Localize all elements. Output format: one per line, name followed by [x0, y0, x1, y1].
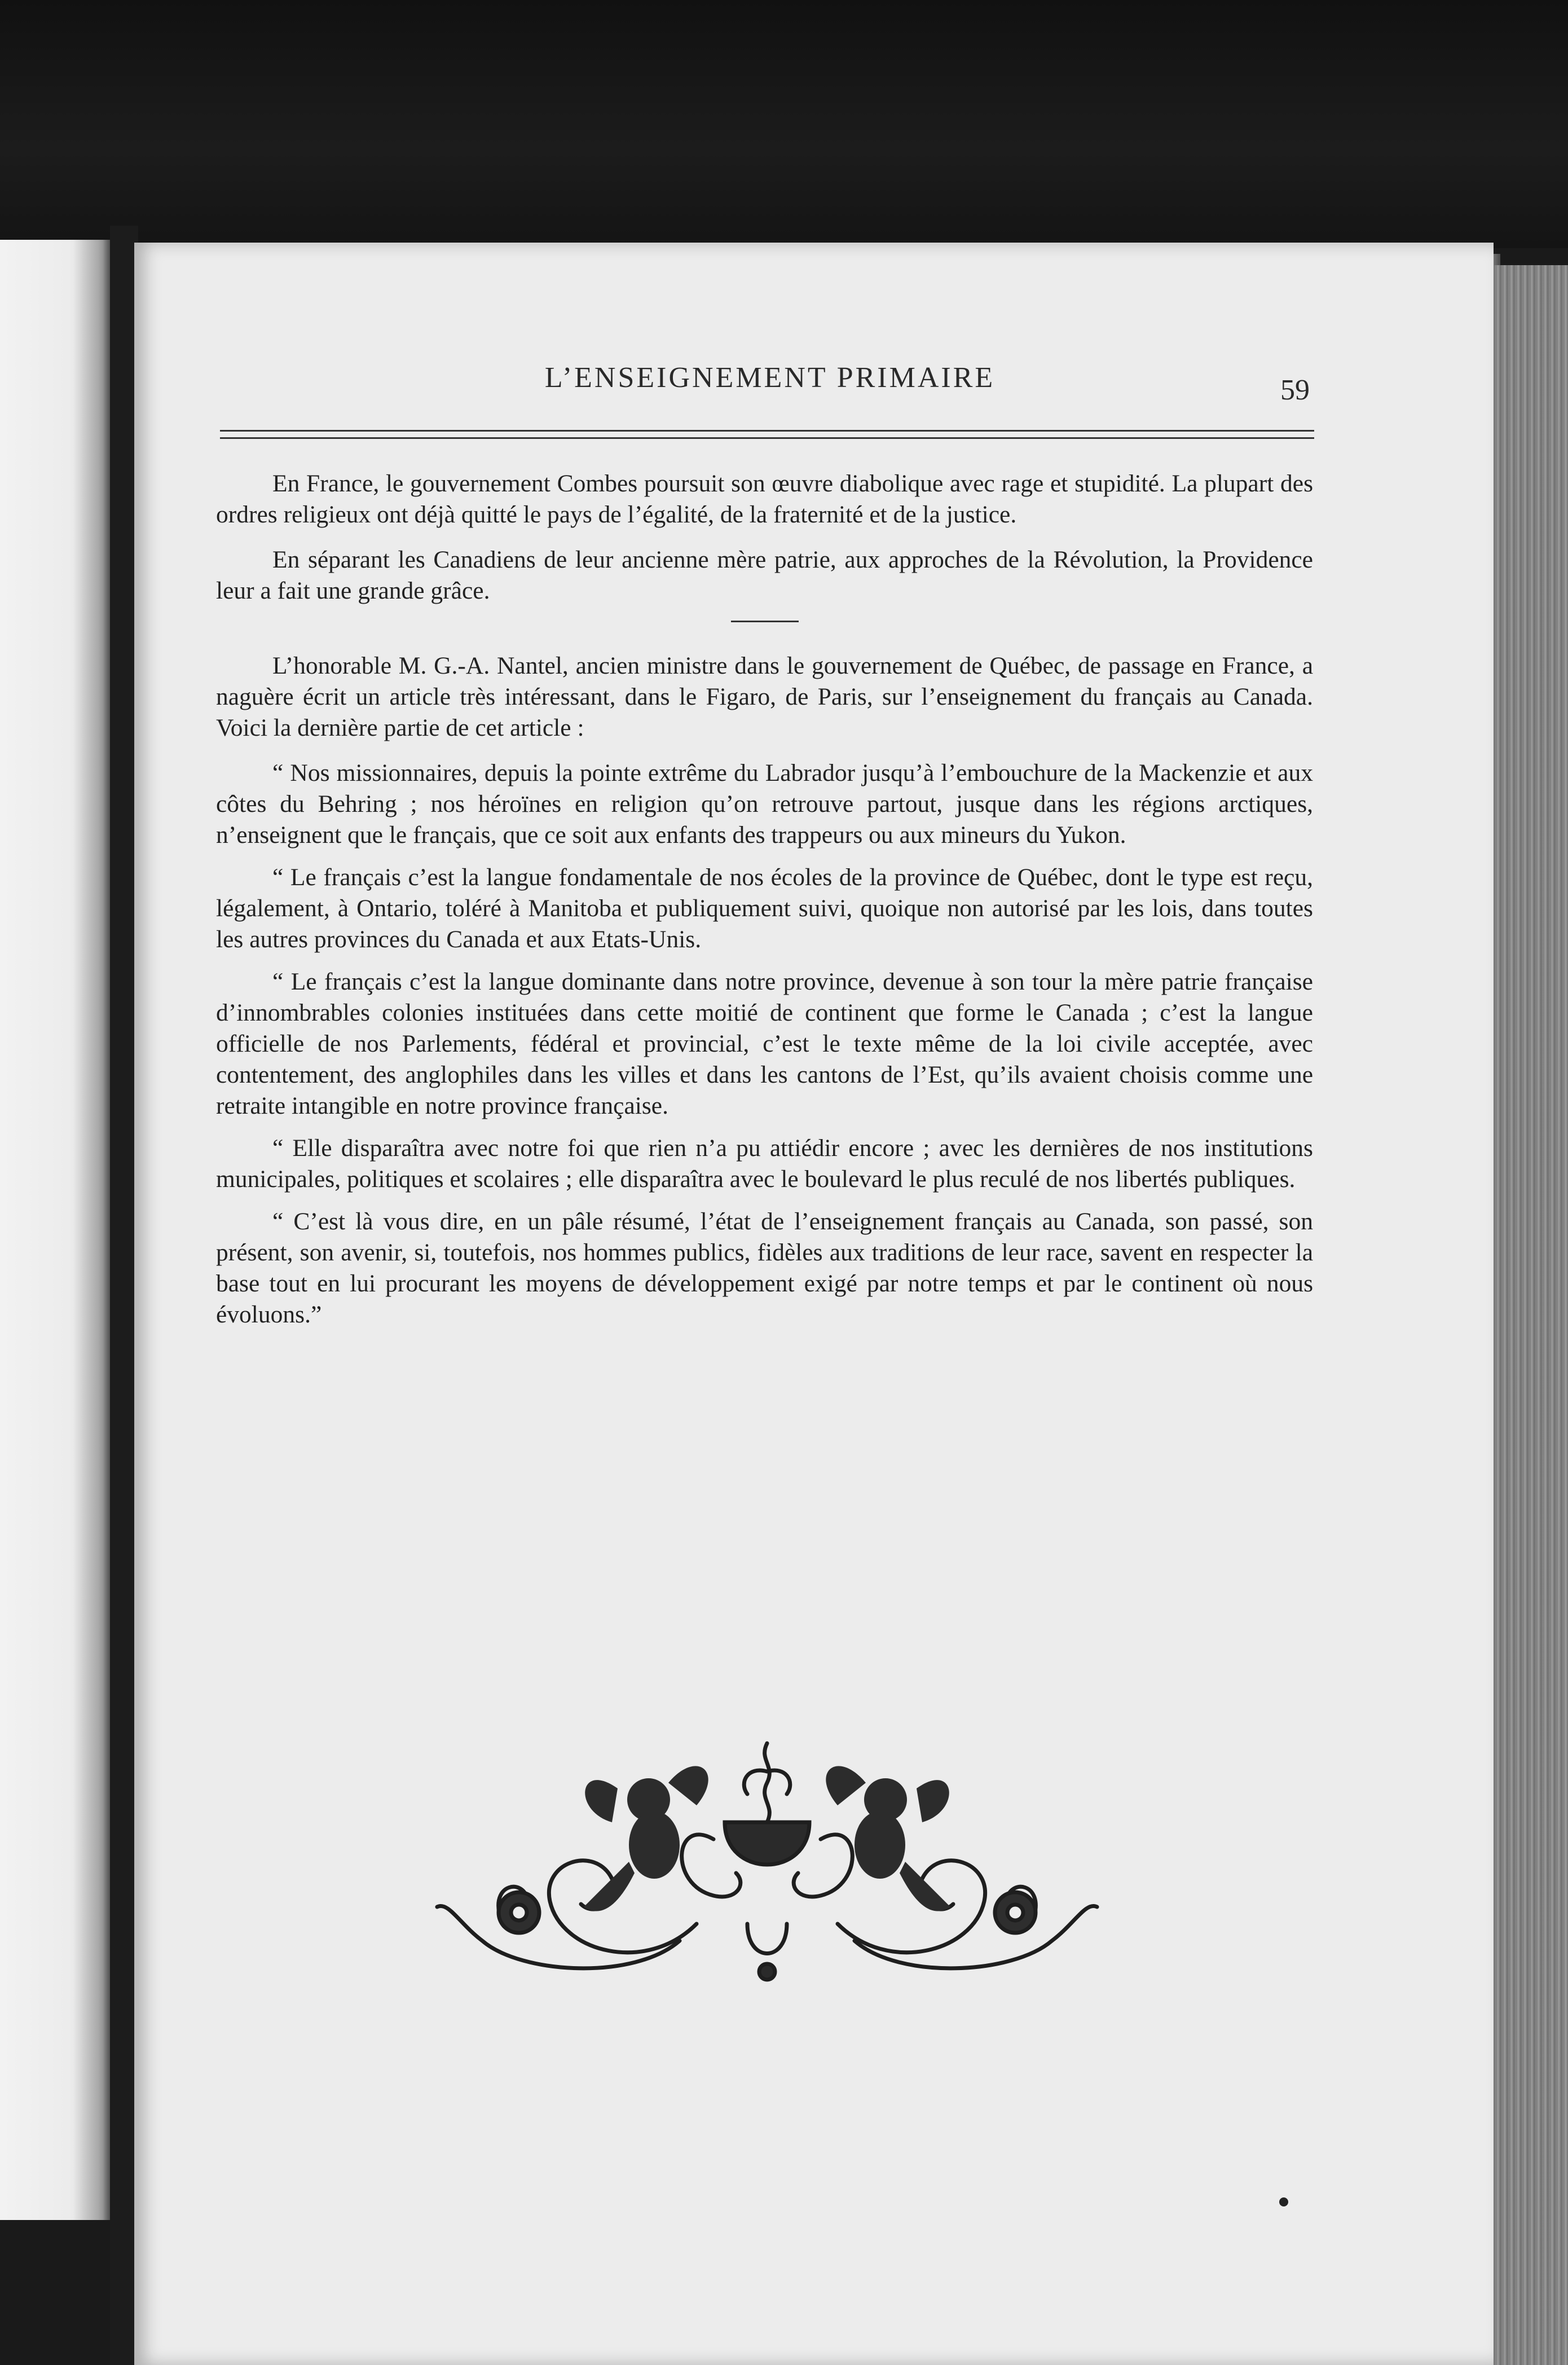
quote-paragraph-1-text: “ Nos missionnaires, depuis la pointe extrême du Labrador jusqu’à l’embouchure de la Mackenzie et aux côtes du Behring ; nos héroïnes en religion qu’on retrouve partout, jusque dans les régions arctiques, n’enseignent que le français, que ce soit aux enfants des trappeurs ou aux mineurs du Yukon. — [216, 759, 1313, 849]
body-text — [216, 468, 1313, 1342]
quote-paragraph-4 — [216, 1133, 1313, 1195]
previous-page-shadow — [73, 240, 116, 2220]
paragraph-3 — [216, 650, 1313, 744]
cherub-scroll-ornament-icon — [431, 1738, 1103, 1986]
paragraph-2 — [216, 544, 1313, 606]
quote-paragraph-5-text: “ C’est là vous dire, en un pâle résumé, l’état de l’enseignement français au Canada, son passé, son présent, son avenir, si, toutefois, nos hommes publics, fidèles aux traditions de leur race, savent en respecter la base tout en lui procurant les moyens de développement exigé par notre temps et par le continent où nous évoluons.” — [216, 1208, 1313, 1328]
quote-paragraph-3 — [216, 966, 1313, 1122]
page-header — [220, 361, 1320, 412]
page-number: 59 — [1280, 374, 1310, 406]
header-rule-bottom — [220, 437, 1314, 439]
quote-paragraph-2 — [216, 862, 1313, 955]
book-page-edges — [1489, 265, 1568, 2365]
paragraph-1-text: En France, le gouvernement Combes poursuit son œuvre diabolique avec rage et stupidité. La plupart des ordres religieux ont déjà quitté le pays de l’égalité, de la fraternité et de la justice. — [216, 470, 1313, 528]
section-divider — [731, 621, 799, 622]
paragraph-2-text: En séparant les Canadiens de leur ancienne mère patrie, aux approches de la Révolution, la Providence leur a fait une grande grâce. — [216, 546, 1313, 604]
paragraph-1 — [216, 468, 1313, 530]
quote-paragraph-5 — [216, 1206, 1313, 1330]
running-title: L’ENSEIGNEMENT PRIMAIRE — [544, 362, 996, 394]
header-rule-top — [220, 430, 1314, 432]
quote-paragraph-2-text: “ Le français c’est la langue fondamentale de nos écoles de la province de Québec, dont le type est reçu, légalement, à Ontario, toléré à Manitoba et publiquement suivi, quoique non autorisé par les lois, dans toutes les autres provinces du Canada et aux Etats-Unis. — [216, 864, 1313, 953]
stray-ink-dot — [1279, 2197, 1288, 2206]
scanner-backdrop — [0, 0, 1568, 248]
quote-paragraph-4-text: “ Elle disparaîtra avec notre foi que rien n’a pu attiédir encore ; avec les dernières de nos institutions municipales, politiques et scolaires ; elle disparaîtra avec le boulevard le plus reculé de nos libertés publiques. — [216, 1135, 1313, 1193]
quote-paragraph-1 — [216, 758, 1313, 851]
paragraph-3-text: L’honorable M. G.-A. Nantel, ancien ministre dans le gouvernement de Québec, de passage en France, a naguère écrit un article très intéressant, dans le Figaro, de Paris, sur l’enseignement du français au Canada. Voici la dernière partie de cet article : — [216, 652, 1313, 741]
quote-paragraph-3-text: “ Le français c’est la langue dominante dans notre province, devenue à son tour la mère patrie française d’innombrables colonies instituées dans cette moitié de continent que forme le Canada ; c’est la langue officielle de nos Parlements, fédéral et provincial, c’est le texte même de la loi civile acceptée, avec contentement, des anglophiles dans les villes et dans les cantons de l’Est, qu’ils avaient choisis comme une retraite intangible en notre province française. — [216, 968, 1313, 1119]
